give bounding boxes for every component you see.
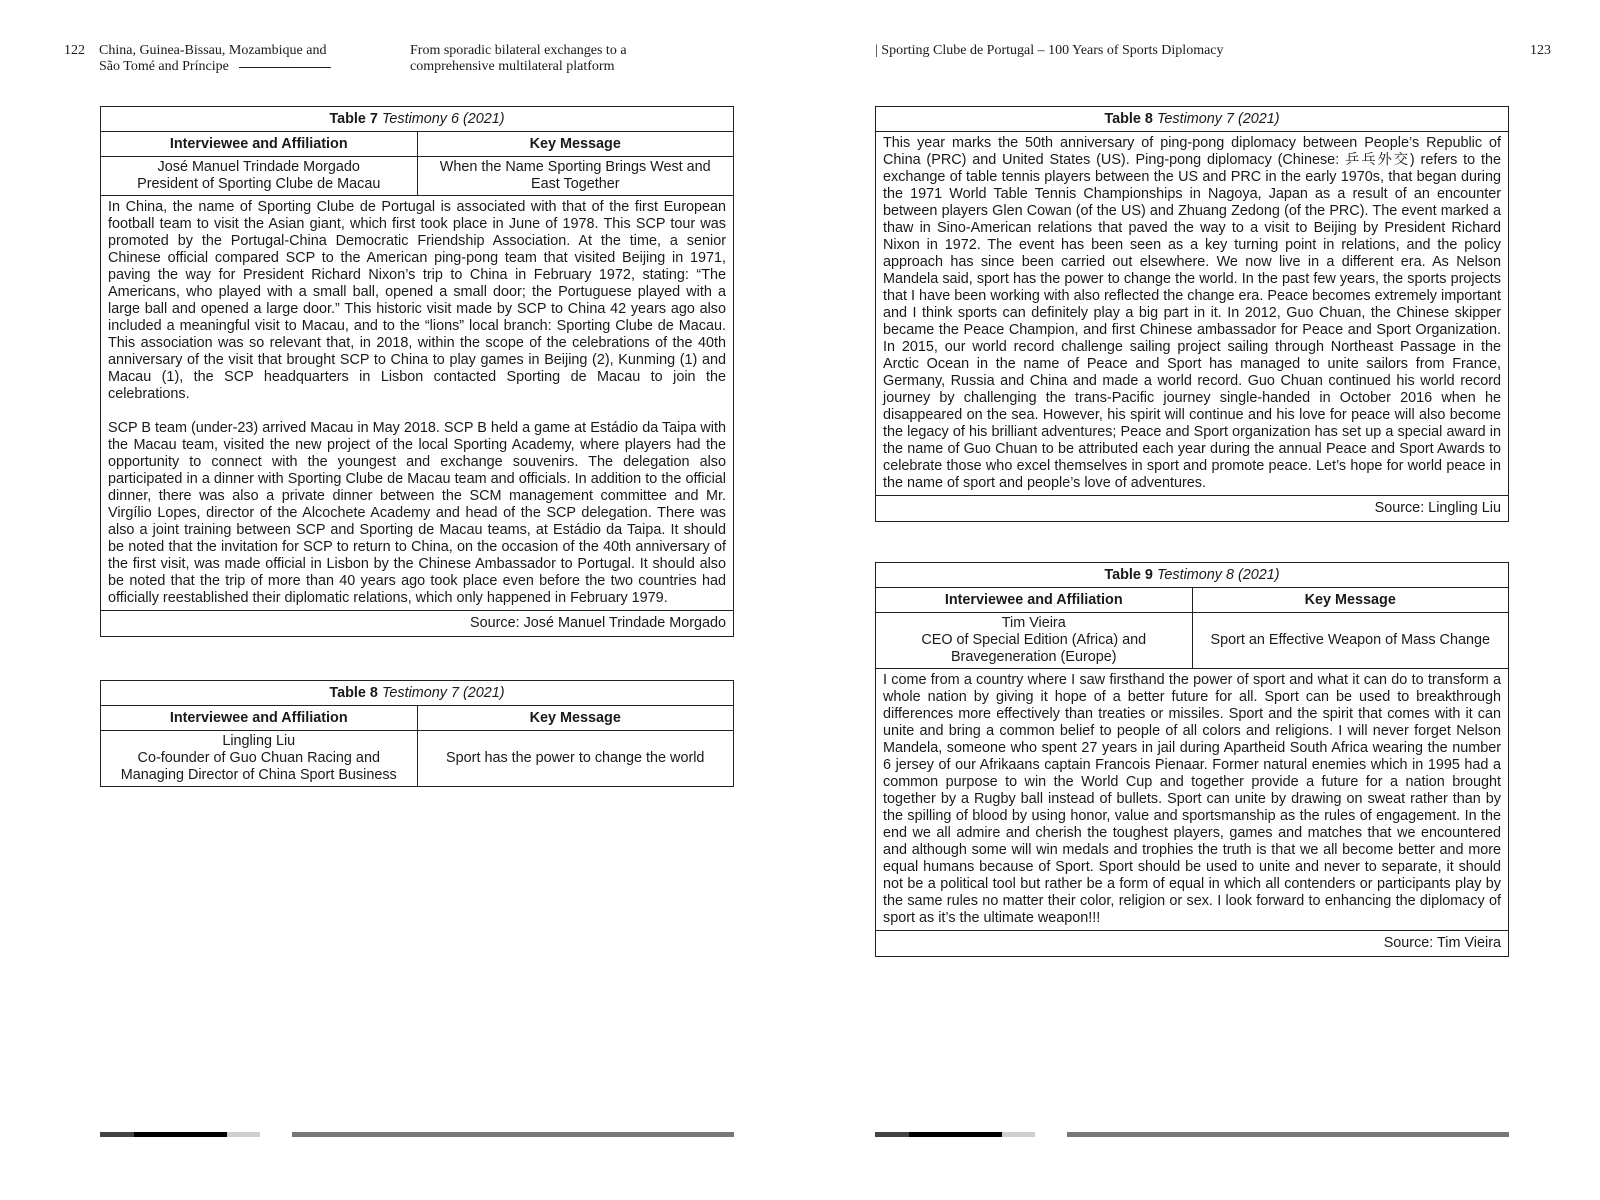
key-message: When the Name Sporting Brings West and East Together xyxy=(439,159,711,192)
table-label: Table 8 xyxy=(329,685,378,701)
table-data-row xyxy=(101,731,733,786)
testimony-body xyxy=(876,132,1508,496)
table-label: Table 9 xyxy=(1104,567,1153,583)
interviewee-role: President of Sporting Clube de Macau xyxy=(137,176,381,192)
left-section-title xyxy=(410,43,710,75)
col-header-key-message: Key Message xyxy=(1304,592,1396,608)
interviewee-name: Lingling Liu xyxy=(222,733,296,749)
interviewee-cell xyxy=(101,157,418,195)
table-title: Testimony 7 (2021) xyxy=(1156,111,1280,127)
interviewee-role: Co-founder of Guo Chuan Racing and Managing Director of China Sport Business xyxy=(120,750,397,783)
table-source: Source: José Manuel Trindade Morgado xyxy=(470,615,726,631)
col-header-interviewee: Interviewee and Affiliation xyxy=(101,706,418,730)
table-data-row xyxy=(101,157,733,196)
footer-bar-segment xyxy=(1002,1132,1035,1137)
table-title: Testimony 8 (2021) xyxy=(1156,567,1280,583)
table-caption xyxy=(876,107,1508,132)
col-header-key-message: Key Message xyxy=(529,710,621,726)
key-message: Sport has the power to change the world xyxy=(446,750,705,766)
right-page-number: 123 xyxy=(1530,43,1551,58)
testimony-paragraph: SCP B team (under-23) arrived Macau in May 2018. SCP B held a game at Estádio da Taipa with the Macau team, visited the new project of the local Sporting Academy, where players had the opportunity to connect with the youngest and exchange souvenirs. The delegation also participated in a dinner with Sporting Clube de Macau team and officials. In addition to the official dinner, there was also a private dinner between the SCM management committee and Mr. Virgílio Lopes, director of the Alcochete Academy and head of the SCP delegation. There was also a joint training between SCP and Sporting de Macau teams, at Estádio da Taipa. It should be noted that the invitation for SCP to return to China, on the occasion of the 40th anniversary of the first visit, was made official in Lisbon by the Chinese Ambassador to Portugal. It should also be noted that the trip of more than 40 years ago took place even before the two countries had officially reestablished their diplomatic relations, which only happened in February 1979. xyxy=(108,420,726,606)
table-label: Table 8 xyxy=(1104,111,1153,127)
right-running-title: | Sporting Clube de Portugal – 100 Years of Sports Diplomacy xyxy=(875,43,1224,58)
left-running-title xyxy=(99,43,359,75)
key-message-cell xyxy=(1193,613,1509,668)
footer-bar-segment xyxy=(100,1132,134,1137)
interviewee-cell xyxy=(101,731,418,786)
table-9 xyxy=(875,562,1509,957)
table-label: Table 7 xyxy=(329,111,378,127)
table-8-continued xyxy=(875,106,1509,522)
table-title: Testimony 7 (2021) xyxy=(381,685,505,701)
col-header-interviewee: Interviewee and Affiliation xyxy=(876,588,1193,612)
table-8 xyxy=(100,680,734,787)
interviewee-name: José Manuel Trindade Morgado xyxy=(157,159,360,175)
table-header-row xyxy=(101,132,733,157)
left-running-title-line1: China, Guinea-Bissau, Mozambique and xyxy=(99,43,327,58)
footer-bar-segment xyxy=(227,1132,260,1137)
col-header-interviewee: Interviewee and Affiliation xyxy=(101,132,418,156)
interviewee-name: Tim Vieira xyxy=(1001,615,1066,631)
col-header-key-message: Key Message xyxy=(529,136,621,152)
footer-bar-long xyxy=(1067,1132,1509,1137)
footer-bar-segment xyxy=(875,1132,909,1137)
table-caption xyxy=(101,107,733,132)
left-running-title-line2: São Tomé and Príncipe xyxy=(99,59,229,74)
table-caption xyxy=(876,563,1508,588)
table-caption xyxy=(101,681,733,706)
testimony-paragraph: I come from a country where I saw firsthand the power of sport and what it can do to transform a whole nation by giving it hope of a better future for all. Sport can be used to breakthrough differences more effectively than treaties or missiles. Sport and the spirit that comes with it can unite and bring a common belief to people of all colors and religions. I will never forget Nelson Mandela, someone who spent 27 years in jail during Apartheid South Africa wearing the number 6 jersey of our Afrikaans captain Francois Pienaar. Former natural enemies which in 1995 had a common purpose to win the World Cup and together provide a future for a nation brought together by a Rugby ball instead of bullets. Sport can unite by drawing on sweat rather than by the spilling of blood by using honor, value and sportsmanship as the rules of engagement. In the end we all admire and cherish the toughest players, games and matches that we encountered and although some will win medals and trophies the truth is that we all become better and more equal humans because of Sport. Sport should be used to unite and never to separate, it should not be a political tool but rather be a form of equal in which all contenders or participants play by the same rules no matter their color, religion or sex. I look forward to enhancing the diplomacy of sport as it’s the ultimate weapon!!! xyxy=(883,672,1501,926)
key-message: Sport an Effective Weapon of Mass Change xyxy=(1210,632,1490,648)
interviewee-role: CEO of Special Edition (Africa) and Bravegeneration (Europe) xyxy=(921,632,1147,665)
table-7 xyxy=(100,106,734,637)
footer-bar-segment xyxy=(134,1132,227,1137)
footer-bar-segment xyxy=(909,1132,1002,1137)
testimony-body xyxy=(101,196,733,611)
testimony-body xyxy=(876,669,1508,931)
key-message-cell xyxy=(418,731,734,786)
left-section-title-line2: comprehensive multilateral platform xyxy=(410,59,615,74)
footer-bar-long xyxy=(292,1132,734,1137)
header-rule xyxy=(239,67,331,68)
left-section-title-line1: From sporadic bilateral exchanges to a xyxy=(410,43,627,58)
testimony-paragraph: This year marks the 50th anniversary of ping-pong diplomacy between People’s Republic of China (PRC) and United States (US). Ping-pong diplomacy (Chinese: 乒乓外交) refers to the exchange of table tennis players between the US and PRC in the early 1970s, that began during the 1971 World Table Tennis Championships in Nagoya, Japan as a result of an encounter between players Glen Cowan (of the US) and Zhuang Zedong (of the PRC). The event marked a thaw in Sino-American relations that paved the way to a visit to Beijing by President Richard Nixon in 1972. The event has been seen as a key turning point in relations, and the policy approach has since been carried out elsewhere. We now live in a different era. As Nelson Mandela said, sport has the power to change the world. In the past few years, the sports projects that I have been working with also reflected the change era. Peace becomes extremely important and I think sports can definitely play a big part in it. In 2012, Guo Chuan, the Chinese skipper became the Peace Champion, and first Chinese ambassador for Peace and Sport Organization. In 2015, our world record challenge sailing project sailing through Northeast Passage in the Arctic Ocean in the name of Peace and Sport has managed to unite sailors from France, Germany, Russia and China and made a world record. Guo Chuan continued his world record journey by challenging the trans-Pacific journey single-handed in October 2016 when he disappeared on the sea. However, his spirit will continue and his love for peace will also become the legacy of his brilliant adventures; Peace and Sport organization has set up a special award in the name of Guo Chuan to be attributed each year during the annual Peace and Sport Awards to celebrate those who excel themselves in sport and promote peace. Let’s hope for world peace in the name of sport and people’s love of adventures. xyxy=(883,135,1501,491)
table-header-row xyxy=(101,706,733,731)
table-source: Source: Tim Vieira xyxy=(1383,935,1501,951)
table-header-row xyxy=(876,588,1508,613)
testimony-paragraph: In China, the name of Sporting Clube de Portugal is associated with that of the first European football team to visit the Asian giant, which first took place in June of 1978. This SCP tour was promoted by the Portugal-China Democratic Friendship Association. At the time, a senior Chinese official compared SCP to the American ping-pong team that visited Beijing in 1971, paving the way for President Richard Nixon’s trip to China in February 1972, stating: “The Americans, who played with a small ball, opened a small door; the Portuguese played with a large ball and opened a large door.” This historic visit made by SCP to China 42 years ago also included a meaningful visit to Macau, and to the “lions” local branch: Sporting Clube de Macau. This association was so relevant that, in 2018, within the scope of the celebrations of the 40th anniversary of the visit that brought SCP to China to play games in Beijing (2), Kunming (1) and Macau (1), the SCP headquarters in Lisbon contacted Sporting de Macau to join the celebrations. xyxy=(108,199,726,402)
table-data-row xyxy=(876,613,1508,669)
table-source: Source: Lingling Liu xyxy=(1374,500,1501,516)
table-title: Testimony 6 (2021) xyxy=(381,111,505,127)
key-message-cell xyxy=(418,157,734,195)
interviewee-cell xyxy=(876,613,1193,668)
left-page-number: 122 xyxy=(64,43,85,58)
